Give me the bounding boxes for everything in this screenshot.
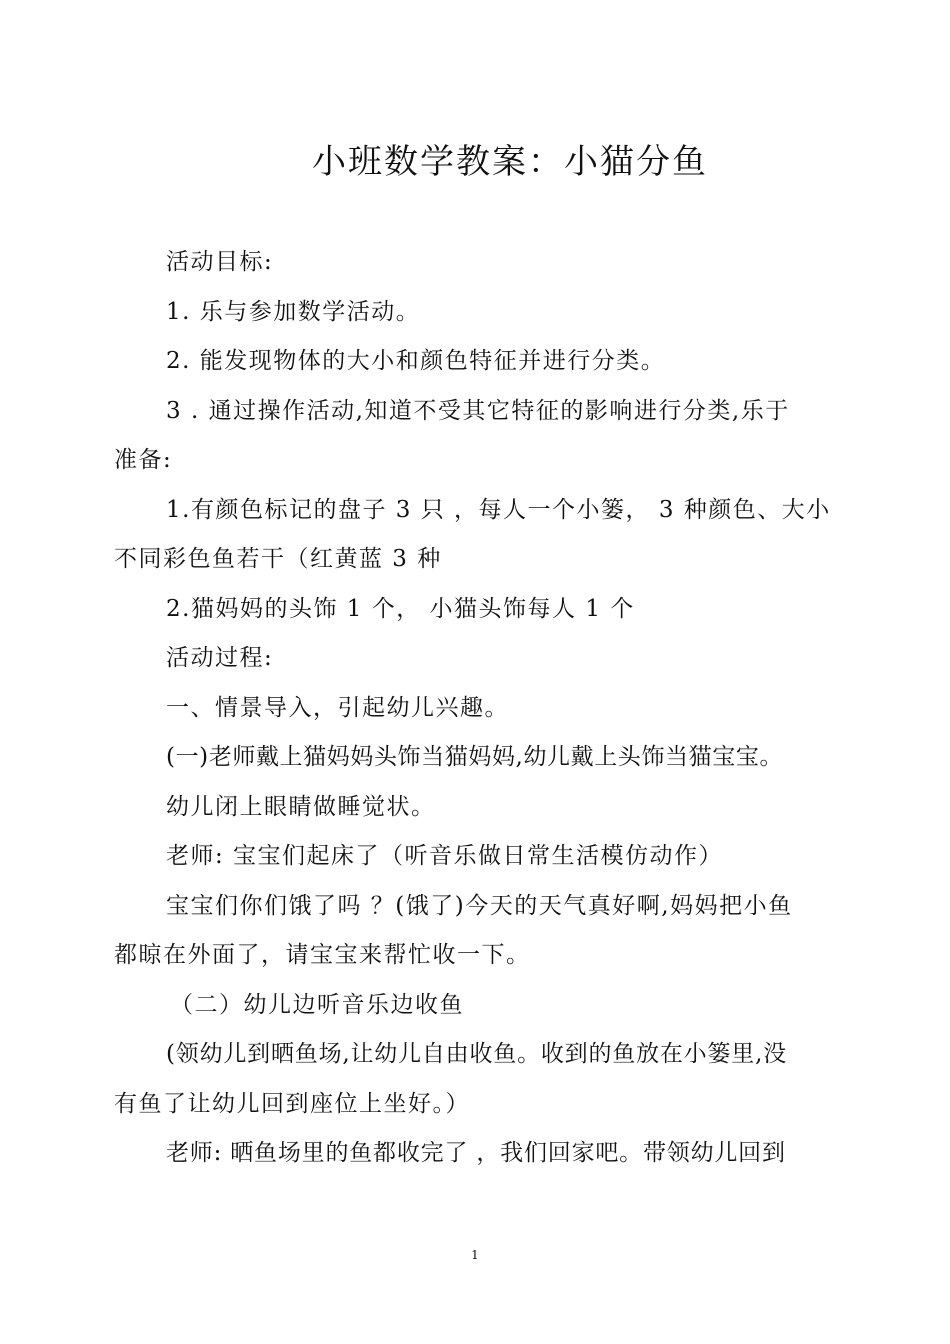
process-text-line: 幼儿闭上眼睛做睡觉状。 [166, 793, 436, 820]
section-heading-goals: 活动目标: [166, 249, 274, 275]
teacher-line-2-continued: 都晾在外面了，请宝宝来帮忙收一下。 [114, 942, 531, 968]
section-heading-preparation: 准备: [114, 447, 173, 473]
preparation-item-1-continued: 不同彩色鱼若干（红黄蓝 3 种 [114, 546, 442, 572]
process-text-line-2-continued: 有鱼了让幼儿回到座位上坐好。） [114, 1090, 470, 1117]
process-substep-2: （二）幼儿边听音乐边收鱼 [170, 991, 464, 1018]
page-number: 1 [471, 1248, 479, 1262]
teacher-line-2: 宝宝们你们饿了吗 ？(饿了)今天的天气真好啊,妈妈把小鱼 [166, 892, 793, 919]
document-body [114, 238, 840, 1179]
teacher-line-1: 老师: 宝宝们起床了（听音乐做日常生活模仿动作） [166, 843, 724, 869]
preparation-item-1: 1.有颜色标记的盘子 3 只 ，每人一个小篓， 3 种颜色、大小 [166, 496, 831, 523]
goal-item-2: 2. 能发现物体的大小和颜色特征并进行分类。 [166, 348, 666, 374]
process-text-line-2: (领幼儿到晒鱼场,让幼儿自由收鱼。收到的鱼放在小篓里,没 [166, 1041, 787, 1067]
section-heading-process: 活动过程: [166, 645, 274, 671]
process-substep-1: (一)老师戴上猫妈妈头饰当猫妈妈,幼儿戴上头饰当猫宝宝。 [166, 744, 784, 770]
process-step-1: 一、情景导入，引起幼儿兴趣。 [166, 694, 509, 721]
document-title: 小班数学教案：小猫分鱼 [312, 142, 708, 182]
goal-item-3: 3 . 通过操作活动,知道不受其它特征的影响进行分类,乐于 [166, 397, 790, 424]
goal-item-1: 1. 乐与参加数学活动。 [166, 298, 421, 325]
preparation-item-2: 2.猫妈妈的头饰 1 个， 小猫头饰每人 1 个 [166, 595, 635, 622]
teacher-line-3: 老师: 晒鱼场里的鱼都收完了 ，我们回家吧。带领幼儿回到 [166, 1140, 786, 1166]
